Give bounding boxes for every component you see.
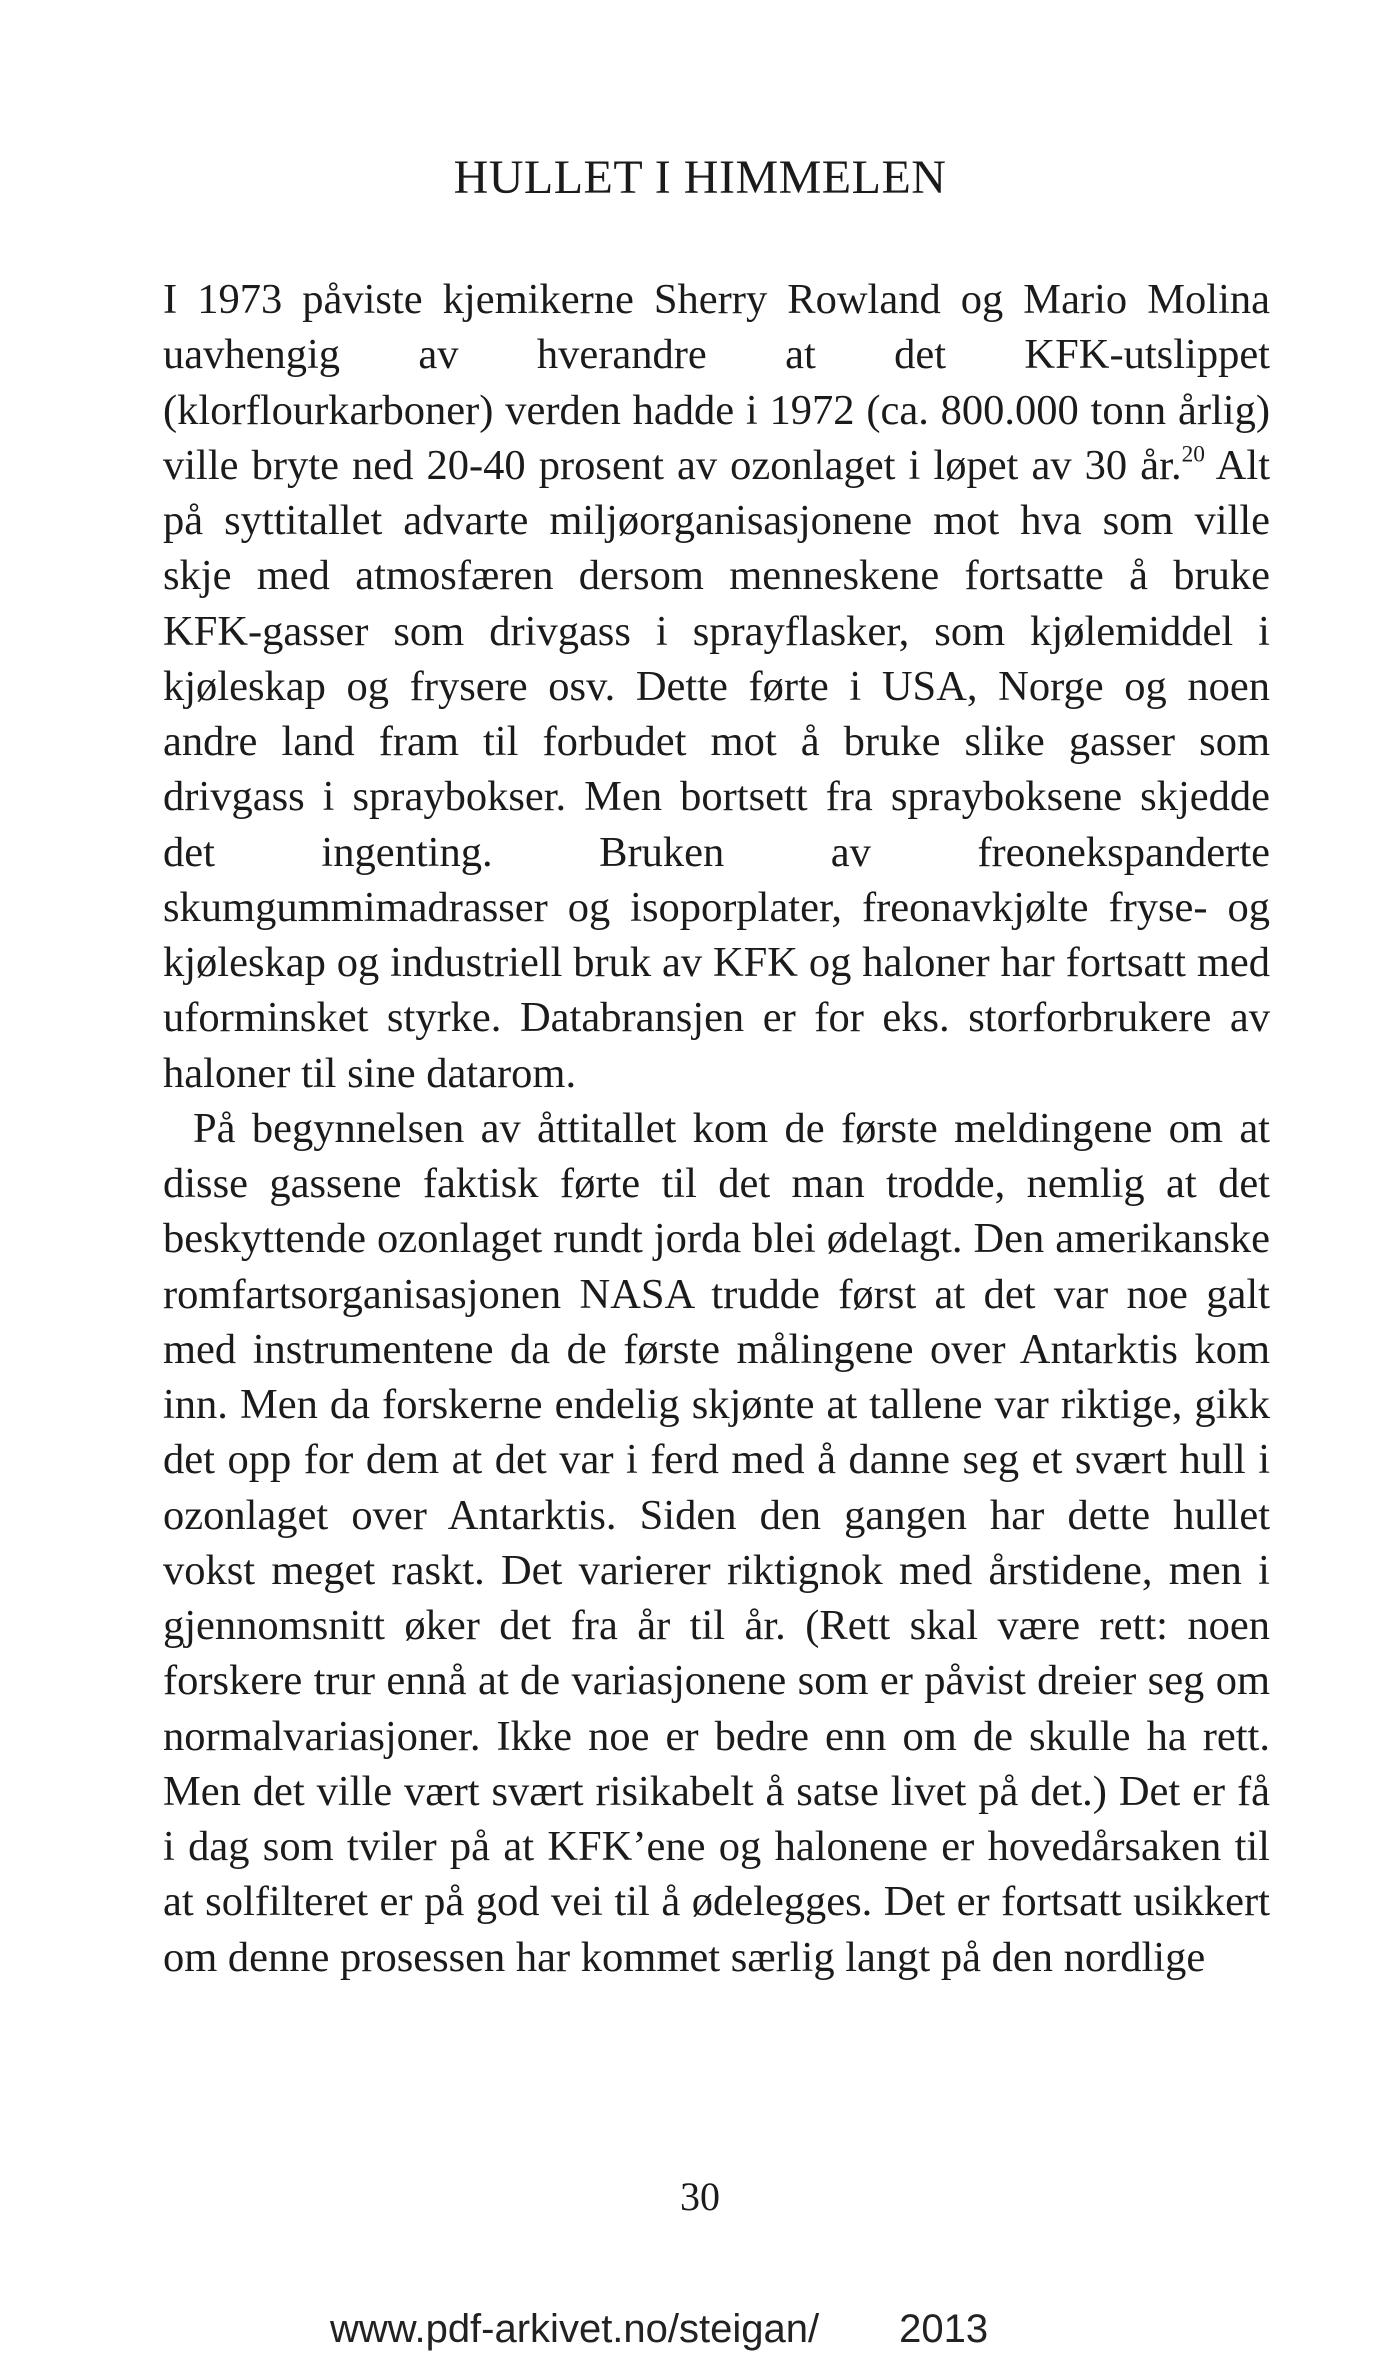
source-footer (330, 2307, 988, 2352)
body-text (163, 272, 1270, 1985)
source-year: 2013 (899, 2307, 989, 2351)
source-url: www.pdf-arkivet.no/steigan/ (330, 2307, 820, 2351)
paragraph-1 (163, 272, 1270, 1101)
footnote-ref-20: 20 (1181, 441, 1205, 468)
paragraph-1-text-before: I 1973 påviste kjemikerne Sherry Rowland og Mario Molina uavhengig av hverandre at det KFK-utslippet (klorflourkarboner) verden hadde i 1972 (ca. 800.000 tonn årlig) ville bryte ned 20-40 prosent av ozonlaget i løpet av 30 år. (163, 276, 1270, 489)
page-title: HULLET I HIMMELEN (453, 151, 947, 204)
paragraph-2: På begynnelsen av åttitallet kom de første meldingene om at disse gassene faktisk førte til det man trodde, nemlig at det beskyttende ozonlaget rundt jorda blei ødelagt. Den amerikanske romfartsorganisasjonen NASA trudde først at det var noe galt med instrumentene da de første målingene over Antarktis kom inn. Men da forskerne endelig skjønte at tallene var riktige, gikk det opp for dem at det var i ferd med å danne seg et svært hull i ozonlaget over Antarktis. Siden den gangen har dette hullet vokst meget raskt. Det varierer riktignok med årstidene, men i gjennomsnitt øker det fra år til år. (Rett skal være rett: noen forskere trur ennå at de variasjonene som er påvist dreier seg om normalvariasjoner. Ikke noe er bedre enn om de skulle ha rett. Men det ville vært svært risikabelt å satse livet på det.) Det er få i dag som tviler på at KFK’ene og halonene er hovedårsaken til at solfilteret er på god vei til å ødelegges. Det er fortsatt usikkert om denne prosessen har kommet særlig langt på den nordlige (163, 1104, 1270, 1981)
page-number: 30 (680, 2174, 720, 2219)
paragraph-1-text-after: Alt på syttitallet advarte miljøorganisasjonene mot hva som ville skje med atmosfæren dersom menneskene fortsatte å bruke KFK-gasser som drivgass i sprayflasker, som kjølemiddel i kjøleskap og frysere osv. Dette førte i USA, Norge og noen andre land fram til forbudet mot å bruke slike gasser som drivgass i spraybokser. Men bortsett fra sprayboksene skjedde det ingenting. Bruken av freonekspanderte skumgummimadrasser og isoporplater, freonavkjølte fryse- og kjøleskap og industriell bruk av KFK og haloner har fortsatt med uforminsket styrke. Databransjen er for eks. storforbrukere av haloner til sine datarom. (163, 441, 1270, 1097)
